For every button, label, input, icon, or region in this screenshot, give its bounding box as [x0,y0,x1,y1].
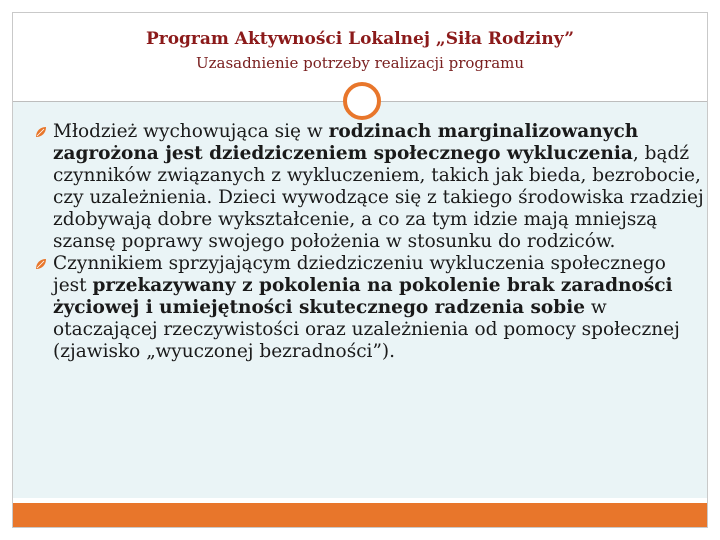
circle-ornament-icon [343,82,381,120]
bullet-item-2 [35,253,705,363]
bullet-1-text-b: , bądź czynników związanych z wykluczeniem, takich jak bieda, bezrobocie, czy uzależnienia. Dzieci wywodzące się z takiego środowiska rzadziej zdobywają dobre wykształcenie, a co za tym idzie mają mniejszą szansę poprawy swojego położenia w stosunku do rodziców. [53,143,704,252]
page-title: Program Aktywności Lokalnej „Siła Rodziny” [145,29,575,49]
leaf-bullet-icon [35,258,47,270]
slide [12,12,708,528]
bullet-item-1 [35,121,705,253]
bullet-list [35,121,705,363]
page-subtitle: Uzasadnienie potrzeby realizacji programu [195,54,525,72]
leaf-bullet-icon [35,126,47,138]
bullet-2-text-a: Czynnikiem sprzyjającym dziedziczeniu wykluczenia społecznego jest [53,253,666,296]
bullet-1-text-bold: rodzinach marginalizowanych zagrożona jest dziedziczeniem społecznego wykluczenia [53,121,639,164]
bullet-2-text-b: w otaczającej rzeczywistości oraz uzależnienia od pomocy społecznej (zjawisko „wyuczonej bezradności”). [53,297,680,362]
bullet-1-text-a: Młodzież wychowująca się w [53,121,329,142]
bullet-2-text-bold: przekazywany z pokolenia na pokolenie brak zaradności życiowej i umiejętności skutecznego radzenia sobie [53,275,673,318]
footer-bar [13,503,707,527]
